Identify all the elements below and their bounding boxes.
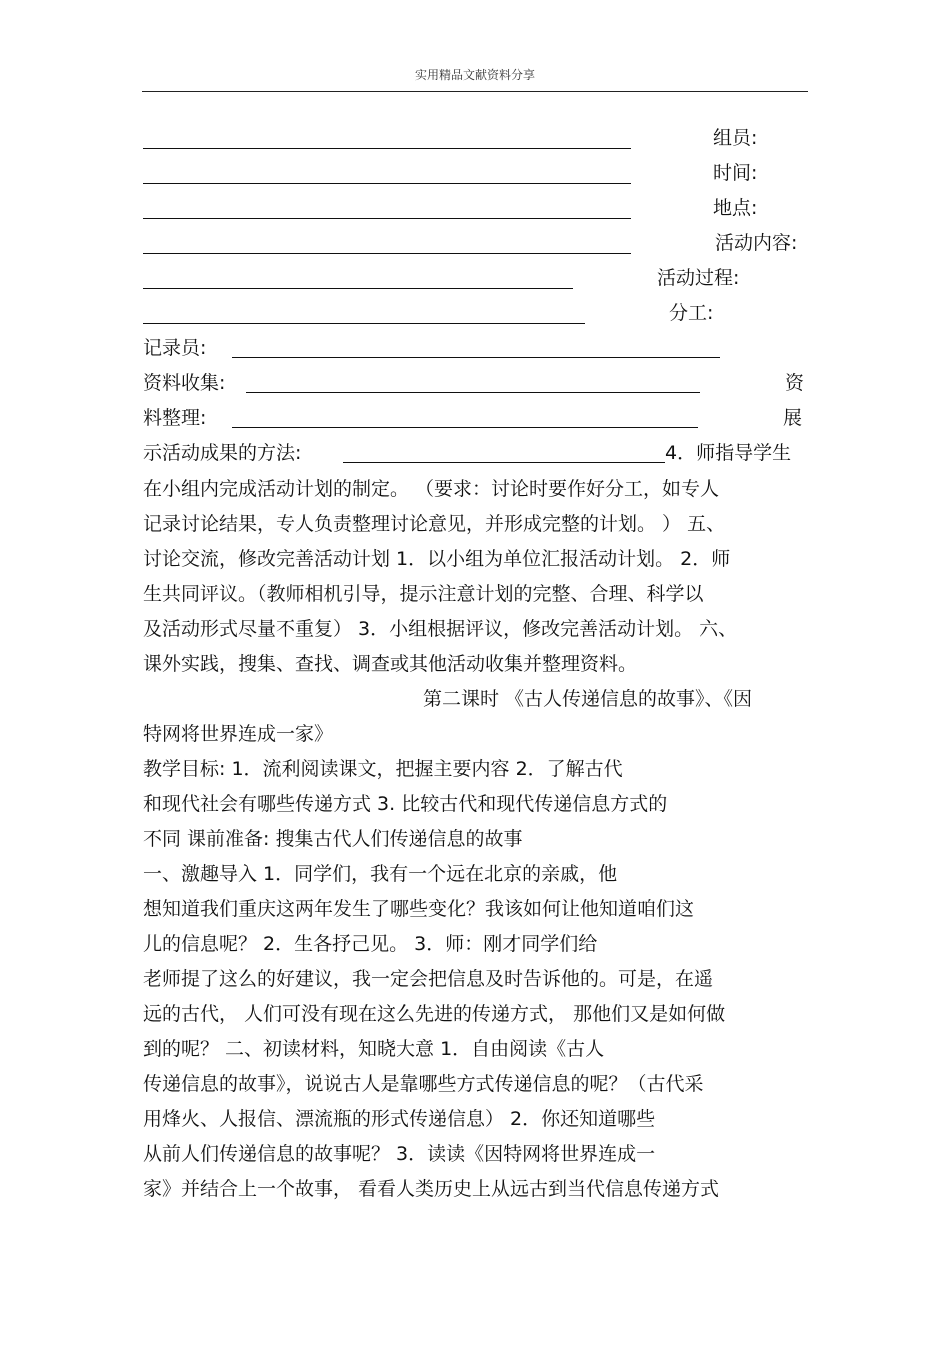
body-line: 教学目标: 1．流利阅读课文，把握主要内容 2．了解古代: [143, 758, 623, 780]
body-line: 不同 课前准备: 搜集古代人们传递信息的故事: [143, 828, 523, 850]
blank-line: [143, 288, 573, 289]
field-label-members: 组员:: [713, 127, 758, 149]
field-label-wrap-1: 资: [785, 372, 805, 394]
body-line: 到的呢？ 二、初读材料，知晓大意 1．自由阅读《古人: [143, 1038, 605, 1060]
blank-line: [143, 148, 631, 149]
blank-line: [143, 218, 631, 219]
body-line: 和现代社会有哪些传递方式 3. 比较古代和现代传递信息方式的: [143, 793, 668, 815]
body-line: 记录讨论结果，专人负责整理讨论意见，并形成完整的计划。 ） 五、: [143, 513, 726, 535]
body-line: 家》并结合上一个故事， 看看人类历史上从远古到当代信息传递方式: [143, 1178, 720, 1200]
body-line: 一、激趣导入 1．同学们，我有一个远在北京的亲戚，他: [143, 863, 618, 885]
field-label-data-sorting: 料整理:: [143, 407, 207, 429]
body-line: 讨论交流，修改完善活动计划 1．以小组为单位汇报活动计划。 2．师: [143, 548, 731, 570]
blank-line: [232, 427, 698, 428]
lesson-title-line: 第二课时 《古人传递信息的故事》、《因: [423, 688, 753, 710]
field-label-data-collection: 资料收集:: [143, 372, 226, 394]
body-line: 老师提了这么的好建议，我一定会把信息及时告诉他的。可是，在遥: [143, 968, 714, 990]
body-line: 用烽火、人报信、漂流瓶的形式传递信息） 2．你还知道哪些: [143, 1108, 656, 1130]
blank-line: [143, 323, 585, 324]
blank-line: [143, 253, 631, 254]
field-label-activity-content: 活动内容:: [715, 232, 798, 254]
field-label-show-results: 示活动成果的方法:: [143, 442, 302, 464]
page-header: 实用精品文献资料分享: [414, 68, 535, 82]
body-line: 特网将世界连成一家》: [143, 723, 334, 745]
body-line: 传递信息的故事》，说说古人是靠哪些方式传递信息的呢？（古代采: [143, 1073, 704, 1095]
body-line: 远的古代， 人们可没有现在这么先进的传递方式， 那他们又是如何做: [143, 1003, 726, 1025]
blank-line: [343, 462, 665, 463]
header-divider: [142, 91, 808, 92]
body-line: 从前人们传递信息的故事呢？ 3．读读《因特网将世界连成一: [143, 1143, 656, 1165]
field-label-wrap-2: 展: [783, 407, 803, 429]
body-line: 儿的信息呢？ 2．生各抒己见。 3．师：刚才同学们给: [143, 933, 598, 955]
step-4-label: 4．师指导学生: [665, 442, 792, 464]
field-label-activity-process: 活动过程:: [657, 267, 740, 289]
blank-line: [246, 392, 700, 393]
body-line: 课外实践，搜集、查找、调查或其他活动收集并整理资料。: [143, 653, 638, 675]
blank-line: [232, 357, 720, 358]
field-label-place: 地点:: [713, 197, 758, 219]
blank-line: [143, 183, 631, 184]
field-label-recorder: 记录员:: [143, 337, 207, 359]
body-line: 在小组内完成活动计划的制定。 （要求：讨论时要作好分工，如专人: [143, 478, 720, 500]
body-line: 生共同评议。（教师相机引导，提示注意计划的完整、合理、科学以: [143, 583, 704, 605]
field-label-time: 时间:: [713, 162, 758, 184]
body-line: 想知道我们重庆这两年发生了哪些变化？我该如何让他知道咱们这: [143, 898, 695, 920]
body-line: 及活动形式尽量不重复） 3．小组根据评议，修改完善活动计划。 六、: [143, 618, 738, 640]
field-label-division: 分工:: [669, 302, 714, 324]
